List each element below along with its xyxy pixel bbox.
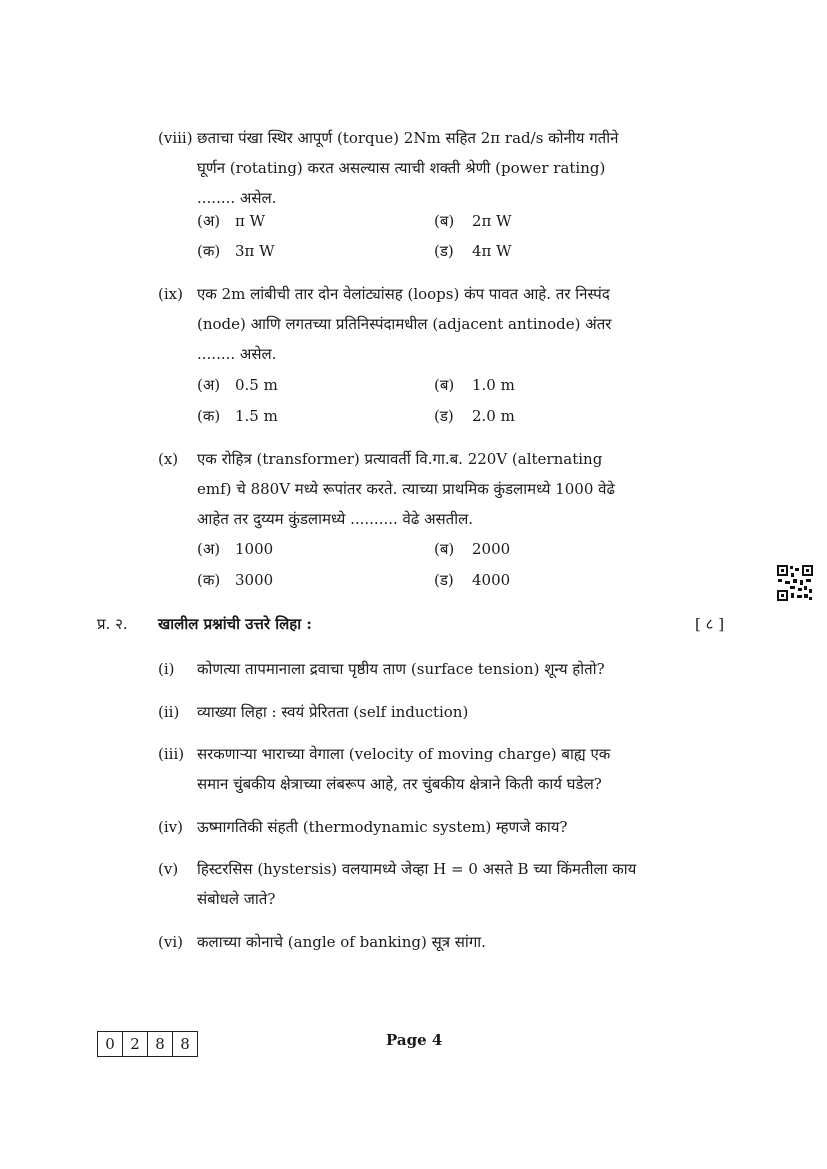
option-viii-a: (अ) π W — [197, 212, 266, 230]
section-number: प्र. २. — [97, 615, 128, 633]
option-x-c: (क) 3000 — [197, 571, 274, 589]
paper-code-digit: 0 — [98, 1032, 123, 1056]
paper-code-digit: 2 — [123, 1032, 148, 1056]
option-ix-a: (अ) 0.5 m — [197, 376, 278, 394]
section-title: खालील प्रश्नांची उत्तरे लिहा : — [158, 615, 312, 633]
option-ix-b: (ब) 1.0 m — [434, 376, 515, 394]
subquestion-number-iii: (iii) — [158, 745, 185, 763]
paper-code-digit: 8 — [148, 1032, 173, 1056]
option-x-b: (ब) 2000 — [434, 540, 511, 558]
subquestion-number-ii: (ii) — [158, 703, 180, 721]
qr-code-icon — [776, 564, 814, 602]
section-marks: [ ८ ] — [695, 615, 725, 633]
option-ix-d: (ड) 2.0 m — [434, 407, 515, 425]
subquestion-number-i: (i) — [158, 660, 175, 678]
subquestion-number-vi: (vi) — [158, 933, 183, 951]
option-x-d: (ड) 4000 — [434, 571, 511, 589]
option-viii-c: (क) 3π W — [197, 242, 275, 260]
subquestion-text-iv: ऊष्मागतिकी संहती (thermodynamic system) म्हणजे काय? — [197, 818, 568, 836]
option-viii-b: (ब) 2π W — [434, 212, 512, 230]
subquestion-number-iv: (iv) — [158, 818, 183, 836]
question-text-viii: छताचा पंखा स्थिर आपूर्ण (torque) 2Nm सहित 2π rad/s कोनीय गतीने घूर्णन (rotating) करत असल्यास त्याची शक्ती श्रेणी (power rating) ........ असेल. — [197, 129, 619, 207]
question-number-ix: (ix) — [158, 285, 183, 303]
paper-code-digit: 8 — [180, 1035, 190, 1053]
subquestion-text-i: कोणत्या तापमानाला द्रवाचा पृष्ठीय ताण (surface tension) शून्य होतो? — [197, 660, 605, 678]
page-number: Page 4 — [386, 1031, 443, 1049]
question-number-x: (x) — [158, 450, 179, 468]
option-x-a: (अ) 1000 — [197, 540, 274, 558]
question-text-ix: एक 2m लांबीची तार दोन वेलांट्यांसह (loops) कंप पावत आहे. तर निस्पंद (node) आणि लगतच्या प्रतिनिस्पंदामधील (adjacent antinode) अंतर ........ असेल. — [197, 285, 612, 363]
question-number-viii: (viii) — [158, 129, 193, 147]
paper-code-box — [97, 1031, 198, 1057]
subquestion-number-v: (v) — [158, 860, 179, 878]
subquestion-text-iii: सरकणाऱ्या भाराच्या वेगाला (velocity of moving charge) बाह्य एक समान चुंबकीय क्षेत्राच्या लंबरूप आहे, तर चुंबकीय क्षेत्राने किती कार्य घडेल? — [197, 745, 611, 793]
option-viii-d: (ड) 4π W — [434, 242, 512, 260]
subquestion-text-v: हिस्टरसिस (hystersis) वलयामध्ये जेव्हा H = 0 असते B च्या किंमतीला काय संबोधले जाते? — [197, 860, 637, 908]
question-text-x: एक रोहित्र (transformer) प्रत्यावर्ती वि.गा.ब. 220V (alternating emf) चे 880V मध्ये रूपांतर करते. त्याच्या प्राथमिक कुंडलामध्ये 1000 वेढे आहेत तर दुय्यम कुंडलामध्ये .......... वेढे असतील. — [197, 450, 615, 528]
option-ix-c: (क) 1.5 m — [197, 407, 278, 425]
subquestion-text-ii: व्याख्या लिहा : स्वयं प्रेरितता (self induction) — [197, 703, 469, 721]
subquestion-text-vi: कलाच्या कोनाचे (angle of banking) सूत्र सांगा. — [197, 933, 486, 951]
